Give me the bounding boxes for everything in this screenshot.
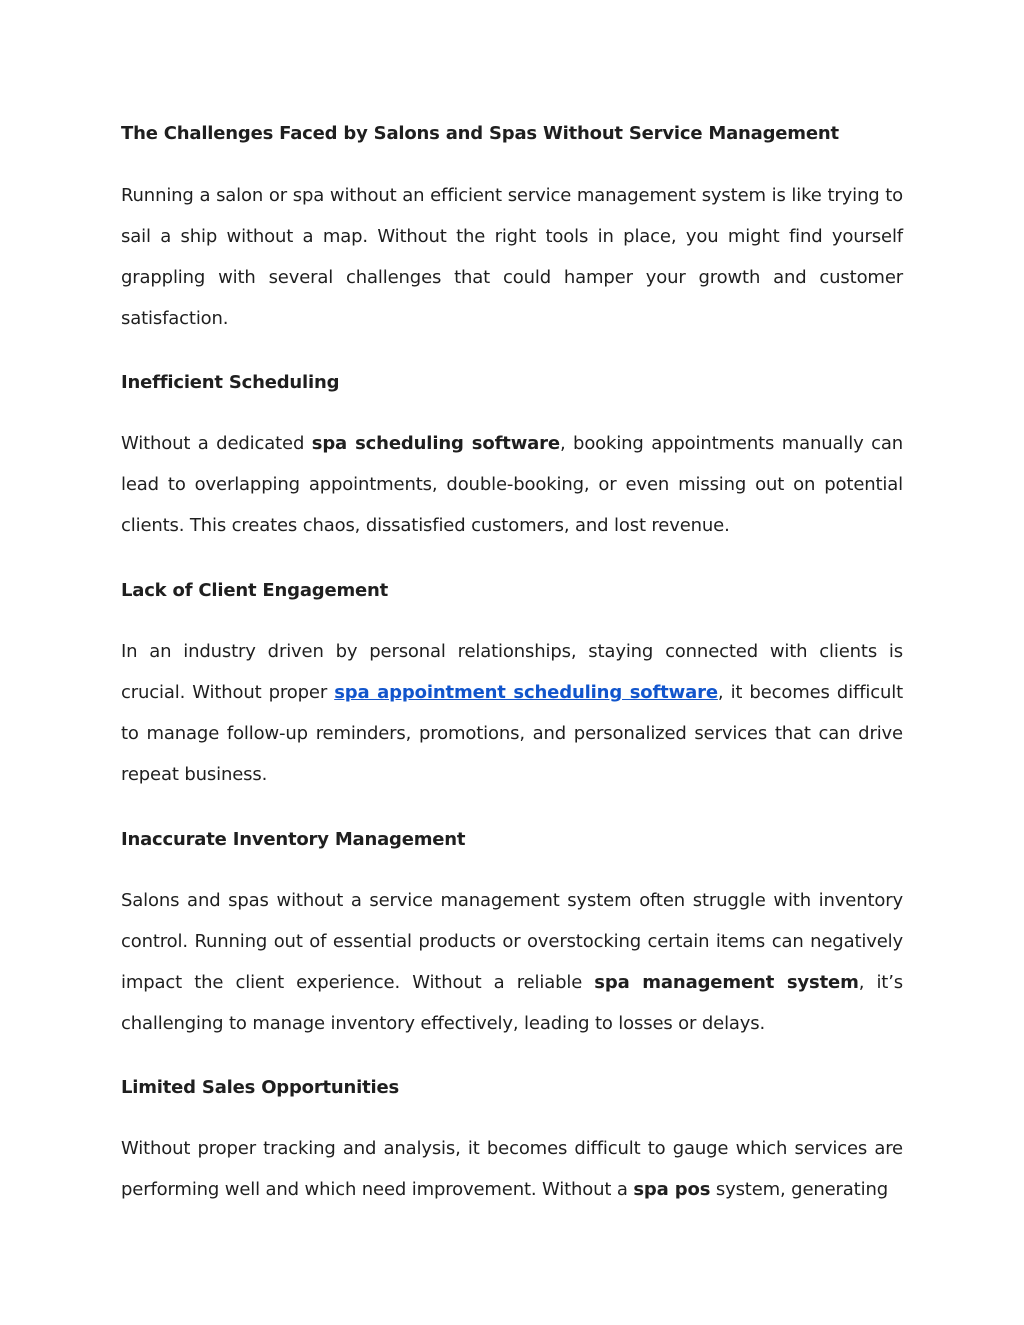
section-paragraph-scheduling: [121, 423, 903, 546]
bold-term-spa-pos: spa pos: [633, 1179, 711, 1200]
section-paragraph-sales: [121, 1128, 903, 1210]
bold-term-spa-scheduling-software: spa scheduling software: [311, 433, 560, 454]
paragraph-text: , it becomes difficult to manage follow-up reminders, promotions, and personalized services that can drive repeat business.: [121, 682, 903, 785]
section-heading-inventory: Inaccurate Inventory Management: [121, 829, 466, 850]
paragraph-text: Without proper tracking and analysis, it becomes difficult to gauge which services are performing well and which need improvement. Without a: [121, 1138, 903, 1200]
paragraph-text: , booking appointments manually can lead to overlapping appointments, double-booking, or even missing out on potential clients. This creates chaos, dissatisfied customers, and lost revenue.: [121, 433, 903, 536]
section-heading-scheduling: Inefficient Scheduling: [121, 372, 340, 393]
section-heading-client-engagement: Lack of Client Engagement: [121, 580, 389, 601]
section-paragraph-inventory: [121, 880, 903, 1044]
paragraph-text: system, generating: [710, 1179, 888, 1200]
document-title: The Challenges Faced by Salons and Spas Without Service Management: [121, 123, 839, 144]
paragraph-text: , it’s challenging to manage inventory effectively, leading to losses or delays.: [121, 972, 904, 1034]
paragraph-text: In an industry driven by personal relationships, staying connected with clients is crucial. Without proper: [121, 641, 903, 703]
paragraph-text: Without a dedicated: [121, 433, 312, 454]
bold-term-spa-management-system: spa management system: [594, 972, 859, 993]
spa-appointment-scheduling-software-link[interactable]: spa appointment scheduling software: [334, 682, 718, 703]
intro-paragraph: Running a salon or spa without an efficient service management system is like trying to sail a ship without a map. Without the right tools in place, you might find yourself grappling with several challenges that could hamper your growth and customer satisfaction.: [121, 185, 903, 329]
paragraph-text: Salons and spas without a service management system often struggle with inventory control. Running out of essential products or overstocking certain items can negatively impact the client experience. Without a reliable: [121, 890, 903, 993]
section-heading-sales: Limited Sales Opportunities: [121, 1077, 400, 1098]
section-paragraph-client-engagement: [121, 631, 903, 795]
